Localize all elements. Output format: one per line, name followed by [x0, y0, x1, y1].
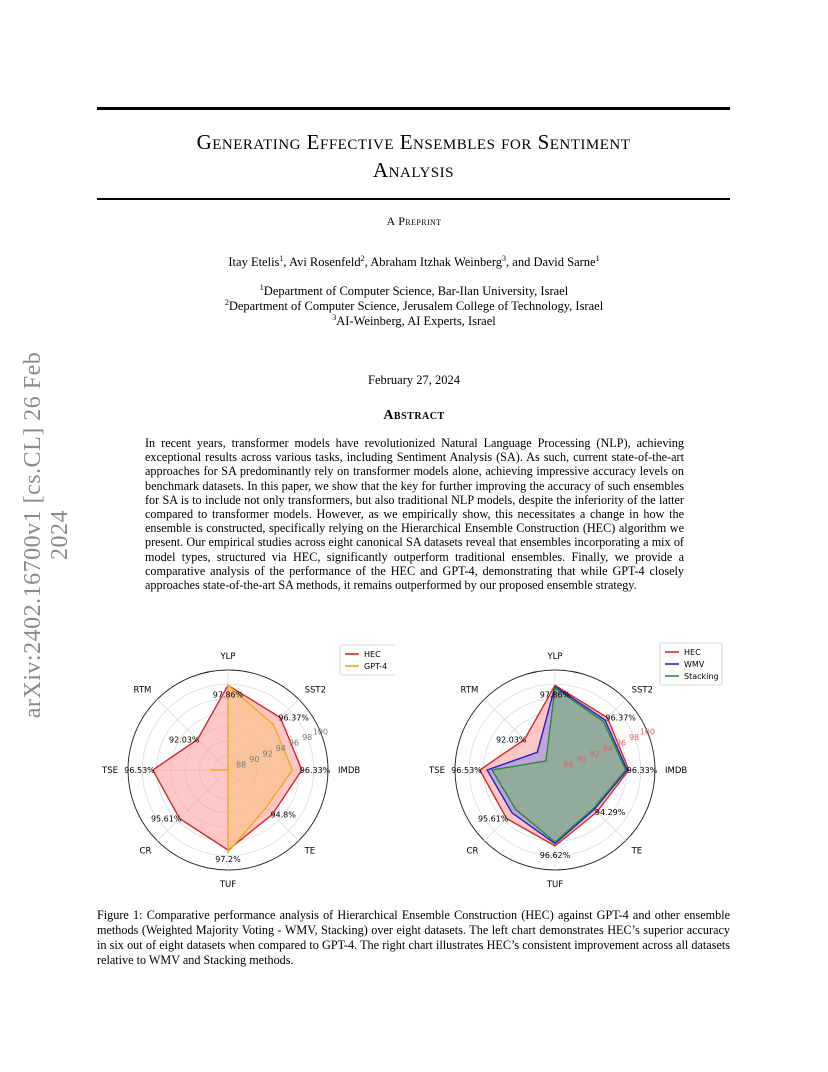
value-label: 95.61%	[477, 814, 509, 824]
radar-chart-gpt4	[95, 640, 395, 900]
affiliation-text: Department of Computer Science, Jerusalem College of Technology, Israel	[228, 299, 604, 313]
radial-tick-label: 92	[589, 749, 600, 759]
author-affiliation-mark: 3	[502, 253, 507, 263]
top-rule	[97, 107, 730, 110]
arxiv-stamp: arXiv:2402.16700v1 [cs.CL] 26 Feb 2024	[20, 351, 73, 719]
category-label: RTM	[460, 685, 479, 696]
value-label: 96.37%	[605, 713, 636, 723]
category-label: IMDB	[665, 766, 688, 776]
affiliation-text: AI-Weinberg, AI Experts, Israel	[336, 314, 496, 328]
radial-tick-label: 92	[262, 749, 273, 759]
value-label: 96.37%	[278, 713, 309, 723]
value-label: 96.53%	[124, 766, 155, 775]
value-label: 97.2%	[215, 855, 241, 864]
affiliation-mark: 2	[224, 297, 229, 307]
radial-tick-label: 94	[275, 744, 286, 754]
value-label: 97.86%	[539, 690, 571, 700]
radial-tick-label: 100	[639, 727, 656, 737]
author-list: Itay Etelis$^1$, Avi Rosenfeld$^2$, Abraham Itzhak Weinberg$^3$, and David Sarne$^1$	[228, 253, 600, 269]
radial-tick-label: 88	[563, 760, 574, 770]
bottom-rule	[97, 198, 730, 200]
abstract-heading: Abstract	[383, 408, 445, 423]
value-label: 94.8%	[270, 810, 296, 820]
category-label: SST2	[631, 685, 654, 696]
title-line-2: Analysis	[372, 158, 454, 182]
category-label: TSE	[102, 766, 118, 776]
category-label: RTM	[133, 685, 152, 696]
author-name: Abraham Itzhak Weinberg	[370, 255, 503, 269]
affiliation-2	[0, 299, 828, 314]
value-label: 92.03%	[496, 735, 527, 745]
affiliation-1	[0, 284, 828, 299]
author-name: Itay Etelis	[228, 255, 280, 269]
figure-caption: Figure 1: Comparative performance analysis of Hierarchical Ensemble Construction (HEC) against GPT-4 and other ensemble methods (Weighted Majority Voting - WMV, Stacking) over eight datasets. The left chart demonstrates HEC’s superior accuracy in six out of eight datasets when compared to GPT-4. The right chart illustrates HEC’s consistent improvement across all datasets relative to WMV and Stacking methods.	[97, 908, 730, 967]
category-label: TUF	[219, 880, 237, 890]
author-affiliation-mark: 1	[595, 253, 600, 263]
category-label: TE	[304, 846, 316, 857]
legend-label: GPT-4	[364, 662, 388, 671]
radial-tick-label: 90	[576, 755, 587, 765]
affiliation-3	[0, 314, 828, 329]
category-label: IMDB	[338, 766, 361, 776]
author-name: David Sarne	[533, 255, 596, 269]
radial-tick-label: 96	[615, 738, 627, 748]
category-label: CR	[139, 846, 152, 857]
category-label: YLP	[220, 652, 236, 662]
publication-date: February 27, 2024	[368, 373, 460, 387]
value-label: 96.33%	[299, 766, 331, 775]
radial-tick-label: 90	[249, 755, 260, 765]
author-name: Avi Rosenfeld	[288, 255, 361, 269]
radial-tick-label: 98	[302, 733, 313, 743]
affiliation-mark: 1	[259, 282, 264, 292]
radial-tick-label: 94	[602, 744, 613, 754]
radial-tick-label: 100	[312, 727, 329, 737]
radial-tick-label: 88	[236, 760, 247, 770]
legend-label: HEC	[364, 650, 381, 659]
radial-tick-label: 98	[629, 733, 640, 743]
legend-label: HEC	[684, 648, 701, 657]
legend-label: Stacking	[684, 672, 719, 681]
category-label: SST2	[304, 685, 327, 696]
affiliation-text: Department of Computer Science, Bar-Ilan University, Israel	[263, 284, 569, 298]
preprint-label: A Preprint	[386, 214, 442, 228]
value-label: 94.29%	[594, 807, 626, 817]
author-affiliation-mark: 1	[279, 253, 284, 263]
radar-chart-ensembles	[425, 640, 735, 900]
value-label: 97.86%	[212, 690, 244, 700]
title-line-1: Generating Effective Ensembles for Sentiment	[196, 130, 631, 154]
value-label: 96.33%	[626, 766, 658, 775]
value-label: 96.53%	[451, 766, 482, 775]
paper-title	[97, 128, 730, 184]
category-label: TUF	[546, 880, 564, 890]
radial-tick-label: 96	[288, 738, 300, 748]
abstract-text: In recent years, transformer models have revolutionized Natural Language Processing (NLP), achieving exceptional results across various tasks, including Sentiment Analysis (SA). As such, current state-of-the-art approaches for SA predominantly rely on transformer models alone, achieving impressive accuracy levels on benchmark datasets. In this paper, we show that the key for further improving the accuracy of such ensembles for SA is to include not only transformers, but also traditional NLP models, despite the inferiority of the latter compared to transformer models. However, as we empirically show, this necessitates a change in how the ensemble is constructed, specifically relying on the Hierarchical Ensemble Construction (HEC) algorithm we present. Our empirical studies across eight canonical SA datasets reveal that ensembles incorporating a mix of model types, structured via HEC, significantly outperform traditional ensembles. Finally, we provide a comparative analysis of the performance of the HEC and GPT-4, demonstrating that while GPT-4 closely approaches state-of-the-art SA methods, it remains outperformed by our proposed ensemble strategy.	[145, 436, 684, 593]
value-label: 96.62%	[539, 850, 571, 860]
category-label: TSE	[429, 766, 445, 776]
affiliation-mark: 3	[332, 312, 337, 322]
value-label: 95.61%	[150, 814, 182, 824]
category-label: YLP	[547, 652, 563, 662]
category-label: TE	[631, 846, 643, 857]
author-affiliation-mark: 2	[360, 253, 365, 263]
value-label: 92.03%	[169, 735, 200, 745]
category-label: CR	[466, 846, 479, 857]
legend-label: WMV	[684, 660, 705, 669]
